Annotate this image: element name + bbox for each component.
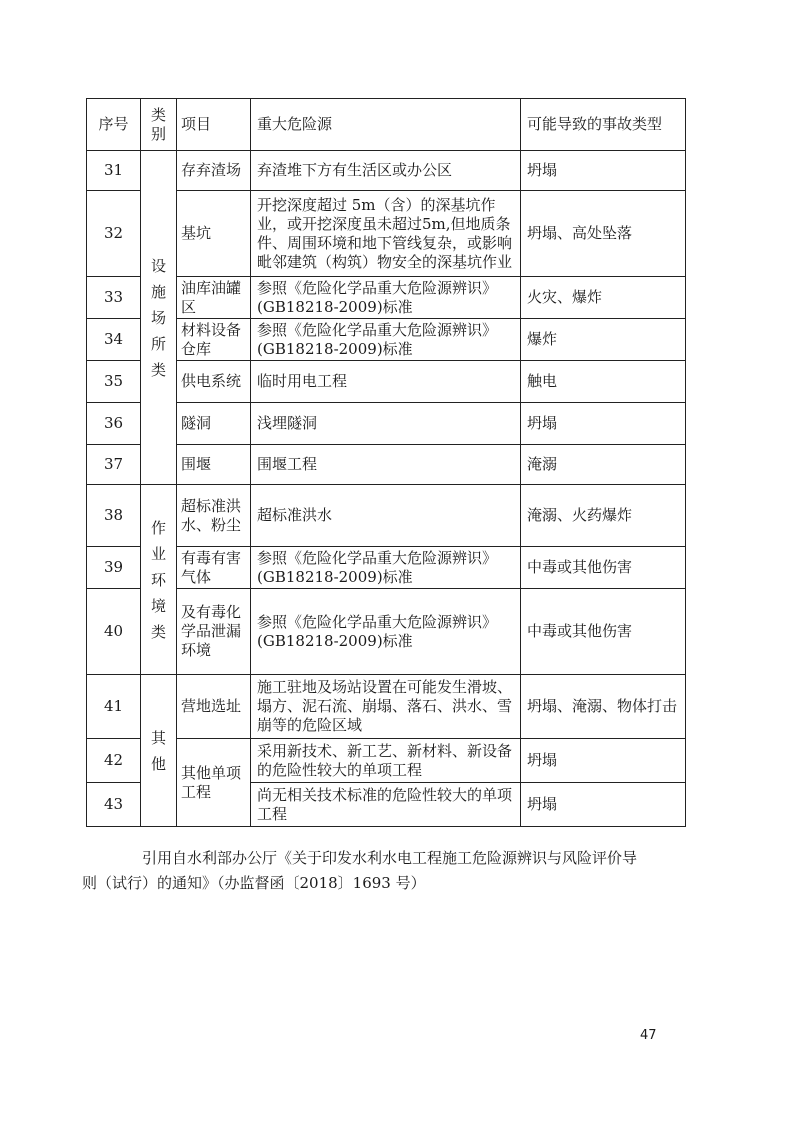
row-item: 材料设备仓库	[177, 319, 251, 361]
row-no: 42	[87, 739, 141, 783]
source-note-line-1: 引用自水利部办公厅《关于印发水利水电工程施工危险源辨识与风险评价导	[142, 849, 638, 867]
source-note-line-2: 则（试行）的通知》（办监督函〔2018〕1693 号）	[82, 874, 426, 892]
row-no: 32	[87, 191, 141, 277]
row-accident: 触电	[521, 361, 686, 403]
row-item: 基坑	[177, 191, 251, 277]
row-no: 41	[87, 675, 141, 739]
source-note	[82, 846, 672, 896]
row-hazard: 临时用电工程	[251, 361, 521, 403]
row-no: 35	[87, 361, 141, 403]
row-no: 31	[87, 151, 141, 191]
row-item: 超标准洪水、粉尘	[177, 485, 251, 547]
row-item: 隧洞	[177, 403, 251, 445]
row-item: 其他单项工程	[177, 739, 251, 827]
row-accident: 中毒或其他伤害	[521, 589, 686, 675]
hazard-table	[86, 98, 686, 827]
table-row	[87, 151, 686, 191]
row-hazard: 参照《危险化学品重大危险源辨识》(GB18218-2009)标准	[251, 547, 521, 589]
row-accident: 火灾、爆炸	[521, 277, 686, 319]
table-row	[87, 547, 686, 589]
row-no: 39	[87, 547, 141, 589]
row-no: 33	[87, 277, 141, 319]
table-row	[87, 485, 686, 547]
category-cell: 作业环境类	[141, 485, 177, 675]
row-no: 37	[87, 445, 141, 485]
header-item: 项目	[177, 99, 251, 151]
row-item: 围堰	[177, 445, 251, 485]
row-item: 供电系统	[177, 361, 251, 403]
table-row	[87, 675, 686, 739]
row-hazard: 超标准洪水	[251, 485, 521, 547]
row-hazard: 围堰工程	[251, 445, 521, 485]
row-item: 有毒有害气体	[177, 547, 251, 589]
row-no: 43	[87, 783, 141, 827]
row-accident: 坍塌	[521, 151, 686, 191]
row-accident: 淹溺	[521, 445, 686, 485]
row-no: 38	[87, 485, 141, 547]
row-hazard: 参照《危险化学品重大危险源辨识》(GB18218-2009)标准	[251, 589, 521, 675]
row-accident: 坍塌	[521, 739, 686, 783]
row-accident: 坍塌	[521, 783, 686, 827]
table-row	[87, 589, 686, 675]
header-hazard: 重大危险源	[251, 99, 521, 151]
table-row	[87, 361, 686, 403]
table-row	[87, 445, 686, 485]
row-no: 40	[87, 589, 141, 675]
row-accident: 淹溺、火药爆炸	[521, 485, 686, 547]
category-cell: 设施场所类	[141, 151, 177, 485]
table-row	[87, 403, 686, 445]
row-accident: 坍塌、淹溺、物体打击	[521, 675, 686, 739]
row-accident: 坍塌、高处坠落	[521, 191, 686, 277]
row-hazard: 施工驻地及场站设置在可能发生滑坡、塌方、泥石流、崩塌、落石、洪水、雪崩等的危险区域	[251, 675, 521, 739]
table-header-row	[87, 99, 686, 151]
header-category: 类别	[141, 99, 177, 151]
header-accident: 可能导致的事故类型	[521, 99, 686, 151]
row-hazard: 参照《危险化学品重大危险源辨识》(GB18218-2009)标准	[251, 277, 521, 319]
row-accident: 坍塌	[521, 403, 686, 445]
table-row	[87, 319, 686, 361]
row-no: 34	[87, 319, 141, 361]
row-item: 油库油罐区	[177, 277, 251, 319]
row-hazard: 尚无相关技术标准的危险性较大的单项工程	[251, 783, 521, 827]
row-accident: 爆炸	[521, 319, 686, 361]
row-item: 存弃渣场	[177, 151, 251, 191]
header-no: 序号	[87, 99, 141, 151]
row-hazard: 参照《危险化学品重大危险源辨识》(GB18218-2009)标准	[251, 319, 521, 361]
row-hazard: 采用新技术、新工艺、新材料、新设备的危险性较大的单项工程	[251, 739, 521, 783]
row-item: 及有毒化学品泄漏环境	[177, 589, 251, 675]
row-no: 36	[87, 403, 141, 445]
table-row	[87, 739, 686, 783]
row-accident: 中毒或其他伤害	[521, 547, 686, 589]
table-row	[87, 191, 686, 277]
row-hazard: 浅埋隧洞	[251, 403, 521, 445]
row-hazard: 弃渣堆下方有生活区或办公区	[251, 151, 521, 191]
category-cell: 其他	[141, 675, 177, 827]
row-hazard: 开挖深度超过 5m（含）的深基坑作业，或开挖深度虽未超过5m,但地质条件、周围环境和地下管线复杂，或影响毗邻建筑（构筑）物安全的深基坑作业	[251, 191, 521, 277]
page-number: 47	[640, 1028, 657, 1043]
table-row	[87, 277, 686, 319]
row-item: 营地选址	[177, 675, 251, 739]
